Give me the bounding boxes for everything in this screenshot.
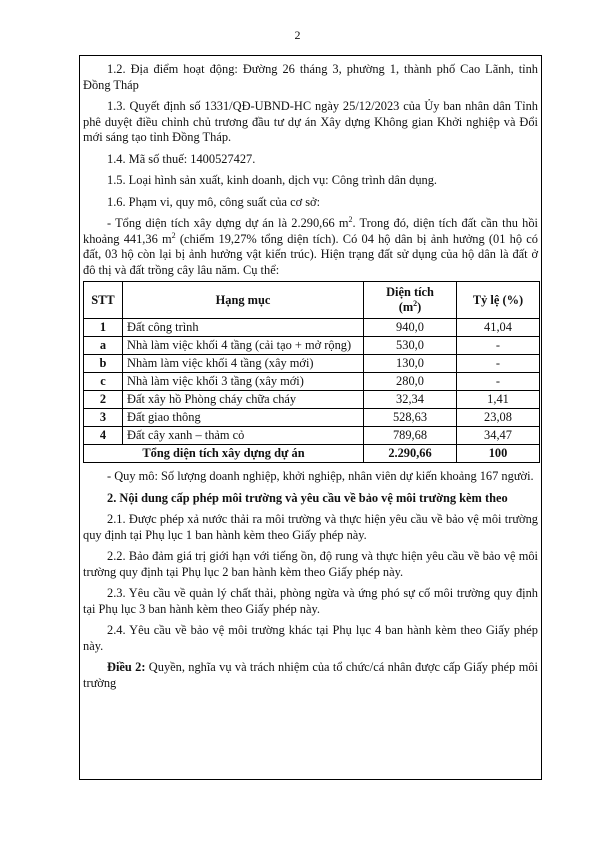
paragraph-2-4: 2.4. Yêu cầu về bảo vệ môi trường khác tại Phụ lục 4 ban hành kèm theo Giấy phép này. bbox=[83, 623, 538, 653]
table-row bbox=[84, 409, 540, 427]
cell-ratio: - bbox=[457, 355, 540, 373]
paragraph-2-3: 2.3. Yêu cầu về quản lý chất thải, phòng ngừa và ứng phó sự cố môi trường quy định tại Phụ lục 3 ban hành kèm theo Giấy phép này. bbox=[83, 586, 538, 616]
cell-ratio: 41,04 bbox=[457, 319, 540, 337]
area-text-2: . Trong đó, diện tích đất cần thu hồi khoảng 441,36 m bbox=[83, 216, 538, 246]
header-item: Hạng mục bbox=[123, 282, 364, 319]
paragraph-area bbox=[83, 216, 538, 278]
total-area: 2.290,66 bbox=[364, 445, 457, 463]
cell-area: 528,63 bbox=[364, 409, 457, 427]
table-row bbox=[84, 355, 540, 373]
paragraph-tax-code: 1.4. Mã số thuế: 1400527427. bbox=[107, 151, 256, 166]
cell-item: Đất cây xanh – thảm cỏ bbox=[123, 427, 364, 445]
table-row bbox=[84, 319, 540, 337]
table-row bbox=[84, 391, 540, 409]
cell-area: 280,0 bbox=[364, 373, 457, 391]
header-area-unit-post: ) bbox=[417, 300, 422, 314]
cell-stt: 1 bbox=[84, 319, 123, 337]
section-heading-2: 2. Nội dung cấp phép môi trường và yêu cầu về bảo vệ môi trường kèm theo bbox=[107, 490, 508, 505]
cell-ratio: - bbox=[457, 373, 540, 391]
cell-area: 789,68 bbox=[364, 427, 457, 445]
header-area-line1: Diện tích bbox=[386, 285, 434, 299]
cell-area: 130,0 bbox=[364, 355, 457, 373]
paragraph-scope: 1.6. Phạm vi, quy mô, công suất của cơ sở: bbox=[107, 194, 321, 209]
cell-area: 530,0 bbox=[364, 337, 457, 355]
area-text-1: - Tổng diện tích xây dựng dự án là 2.290,66 m bbox=[107, 216, 349, 230]
cell-item: Đất giao thông bbox=[123, 409, 364, 427]
area-sup-1: 2 bbox=[348, 214, 353, 224]
land-use-table bbox=[83, 281, 540, 463]
table-total-row bbox=[84, 445, 540, 463]
cell-stt: b bbox=[84, 355, 123, 373]
page-number: 2 bbox=[294, 28, 301, 42]
header-ratio: Tỷ lệ (%) bbox=[457, 282, 540, 319]
paragraph-location: 1.2. Địa điểm hoạt động: Đường 26 tháng 3, phường 1, thành phố Cao Lãnh, tỉnh Đồng Tháp bbox=[83, 62, 538, 92]
article-2 bbox=[83, 660, 538, 691]
cell-item: Đất công trình bbox=[123, 319, 364, 337]
cell-stt: c bbox=[84, 373, 123, 391]
area-sup-2: 2 bbox=[171, 230, 176, 240]
header-area-unit-sup: 2 bbox=[413, 298, 418, 308]
table-row bbox=[84, 427, 540, 445]
header-area bbox=[364, 282, 457, 319]
cell-area: 940,0 bbox=[364, 319, 457, 337]
article-2-label: Điều 2: bbox=[107, 660, 146, 674]
table-row bbox=[84, 337, 540, 355]
cell-stt: 3 bbox=[84, 409, 123, 427]
paragraph-decision: 1.3. Quyết định số 1331/QĐ-UBND-HC ngày 25/12/2023 của Ủy ban nhân dân Tỉnh phê duyệt điều chỉnh chủ trương đầu tư dự án Xây dựng Không gian Khởi nghiệp và Đổi mới sáng tạo tỉnh Đồng Tháp. bbox=[83, 99, 538, 144]
article-2-text: Quyền, nghĩa vụ và trách nhiệm của tổ chức/cá nhân được cấp Giấy phép môi trường bbox=[83, 660, 538, 690]
table-header-row bbox=[84, 282, 540, 319]
document-frame bbox=[79, 55, 542, 780]
area-text-3: (chiếm 19,27% tổng diện tích). Có 04 hộ dân bị ảnh hưởng (01 hộ có đất, 03 hộ còn lại bị ảnh hưởng vật kiến trúc). Hiện trạng đất sử dụng của hộ dân là đất ở đô thị và đất trồng cây lâu năm. Cụ thể: bbox=[83, 231, 538, 277]
cell-item: Nhà làm việc khối 3 tầng (xây mới) bbox=[123, 373, 364, 391]
cell-ratio: 34,47 bbox=[457, 427, 540, 445]
cell-item: Đất xây hồ Phòng cháy chữa cháy bbox=[123, 391, 364, 409]
cell-item: Nhàm làm việc khối 4 tầng (xây mới) bbox=[123, 355, 364, 373]
table-row bbox=[84, 373, 540, 391]
total-ratio: 100 bbox=[457, 445, 540, 463]
cell-stt: 2 bbox=[84, 391, 123, 409]
cell-stt: a bbox=[84, 337, 123, 355]
cell-item: Nhà làm việc khối 4 tầng (cải tạo + mở rộng) bbox=[123, 337, 364, 355]
total-label: Tổng diện tích xây dựng dự án bbox=[84, 445, 364, 463]
cell-ratio: 1,41 bbox=[457, 391, 540, 409]
header-stt: STT bbox=[84, 282, 123, 319]
header-area-unit-pre: (m bbox=[398, 300, 414, 314]
cell-area: 32,34 bbox=[364, 391, 457, 409]
paragraph-scale: - Quy mô: Số lượng doanh nghiệp, khởi nghiệp, nhân viên dự kiến khoảng 167 người. bbox=[107, 469, 534, 483]
cell-stt: 4 bbox=[84, 427, 123, 445]
cell-ratio: - bbox=[457, 337, 540, 355]
cell-ratio: 23,08 bbox=[457, 409, 540, 427]
paragraph-2-1: 2.1. Được phép xả nước thải ra môi trường và thực hiện yêu cầu về bảo vệ môi trường quy định tại Phụ lục 1 ban hành kèm theo Giấy phép này. bbox=[83, 512, 538, 542]
paragraph-business-type: 1.5. Loại hình sản xuất, kinh doanh, dịch vụ: Công trình dân dụng. bbox=[107, 173, 438, 187]
paragraph-2-2: 2.2. Bảo đảm giá trị giới hạn với tiếng ồn, độ rung và thực hiện yêu cầu về bảo vệ môi trường quy định tại Phụ lục 2 ban hành kèm theo Giấy phép này. bbox=[83, 549, 538, 579]
